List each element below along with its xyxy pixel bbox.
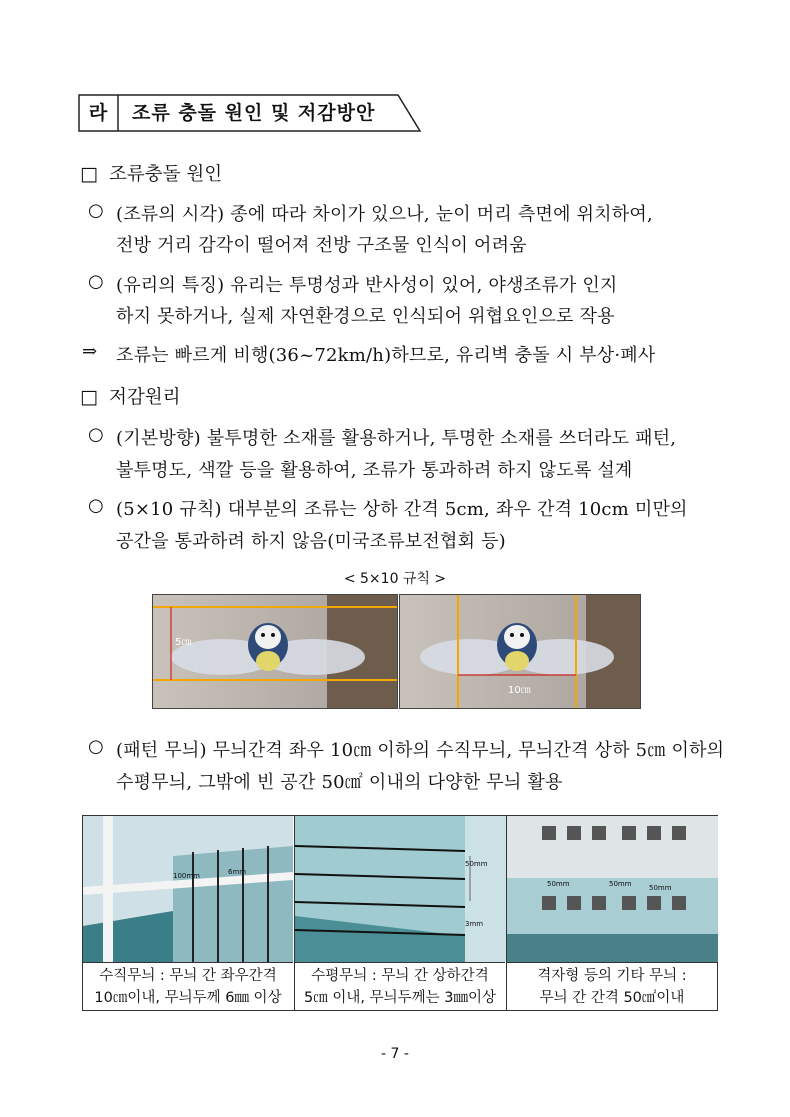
horizontal-pattern-illustration xyxy=(295,816,506,962)
vertical-pattern-image xyxy=(83,816,293,962)
horizontal-pattern-image xyxy=(294,816,506,962)
pattern-table xyxy=(82,815,718,1011)
grid-label-c: 50mm xyxy=(649,884,672,892)
reduction-heading-text: 저감원리 xyxy=(109,387,181,408)
vertical-pattern-illustration xyxy=(83,816,293,962)
square-bullet: □ xyxy=(80,163,98,185)
horizontal-caption-line1: 수평무늬 : 무늬 간 상하간격 xyxy=(311,968,489,984)
reduction-item2-line2: 공간을 통과하려 하지 않음(미국조류보전협회 등) xyxy=(116,531,506,552)
horizontal-label-a: 50mm xyxy=(465,860,488,868)
grid-pattern-caption xyxy=(506,962,717,1010)
reduction-item2-line1: (5×10 규칙) 대부분의 조류는 상하 간격 5cm, 좌우 간격 10cm 미만의 xyxy=(116,499,688,520)
vertical-pattern-caption xyxy=(83,962,293,1010)
grid-caption-line1: 격자형 등의 기타 무늬 : xyxy=(537,968,687,984)
grid-pattern-illustration xyxy=(507,816,718,962)
vertical-label-a: 100mm xyxy=(173,872,200,880)
horizontal-pattern-caption xyxy=(294,962,505,1010)
reduction-heading xyxy=(80,383,181,409)
section-header xyxy=(78,94,418,132)
vertical-label-b: 6mm xyxy=(228,868,247,876)
cause-item2-line1: (유리의 특징) 유리는 투명성과 반사성이 있어, 야생조류가 인지 xyxy=(116,275,618,296)
cause-item1-line2: 전방 거리 감각이 떨어져 전방 구조물 인식이 어려움 xyxy=(116,235,527,256)
reduction-item1-line2: 불투명도, 색깔 등을 활용하여, 조류가 통과하려 하지 않도록 설계 xyxy=(116,460,633,481)
horizontal-caption-line2: 5㎝ 이내, 무늬두께는 3㎜이상 xyxy=(304,990,496,1006)
circle-bullet: ○ xyxy=(88,271,104,292)
page-number: - 7 - xyxy=(381,1046,409,1062)
circle-bullet: ○ xyxy=(88,736,104,757)
cause-item1-line1: (조류의 시각) 종에 따라 차이가 있으나, 눈이 머리 측면에 위치하여, xyxy=(116,204,653,225)
vertical-caption-line1: 수직무늬 : 무늬 간 좌우간격 xyxy=(99,968,277,984)
grid-label-a: 50mm xyxy=(547,880,570,888)
section-number: 라 xyxy=(88,102,108,124)
grid-pattern-image xyxy=(506,816,718,962)
photo-right-label: 10㎝ xyxy=(508,685,531,696)
cause-heading xyxy=(80,160,222,186)
grid-label-b: 50mm xyxy=(609,880,632,888)
reduction-item3-line1: (패턴 무늬) 무늬간격 좌우 10㎝ 이하의 수직무늬, 무늬간격 상하 5㎝ 이하의 xyxy=(116,740,725,761)
circle-bullet: ○ xyxy=(88,495,104,516)
bird-photo-left xyxy=(152,594,398,709)
figure-caption: < 5×10 규칙 > xyxy=(343,571,447,587)
grid-caption-line2: 무늬 간 간격 50㎠이내 xyxy=(539,990,685,1006)
square-bullet: □ xyxy=(80,386,98,408)
cause-item2-line2: 하지 못하거나, 실제 자연환경으로 인식되어 위협요인으로 작용 xyxy=(116,306,615,327)
photo-left-label: 5㎝ xyxy=(175,637,192,648)
bird-left-illustration xyxy=(153,595,397,708)
circle-bullet: ○ xyxy=(88,200,104,221)
reduction-item1-line1: (기본방향) 불투명한 소재를 활용하거나, 투명한 소재를 쓰더라도 패턴, xyxy=(116,428,677,449)
vertical-caption-line2: 10㎝이내, 무늬두께 6㎜ 이상 xyxy=(94,990,282,1006)
cause-arrow-line: 조류는 빠르게 비행(36~72km/h)하므로, 유리벽 충돌 시 부상·폐사 xyxy=(116,345,656,366)
bird-photo-right xyxy=(399,594,641,709)
arrow-symbol: ⇒ xyxy=(82,341,98,362)
horizontal-label-b: 3mm xyxy=(465,920,484,928)
circle-bullet: ○ xyxy=(88,424,104,445)
section-title: 조류 충돌 원인 및 저감방안 xyxy=(132,102,376,124)
reduction-item3-line2: 수평무늬, 그밖에 빈 공간 50㎠ 이내의 다양한 무늬 활용 xyxy=(116,772,563,793)
cause-heading-text: 조류충돌 원인 xyxy=(109,164,223,185)
